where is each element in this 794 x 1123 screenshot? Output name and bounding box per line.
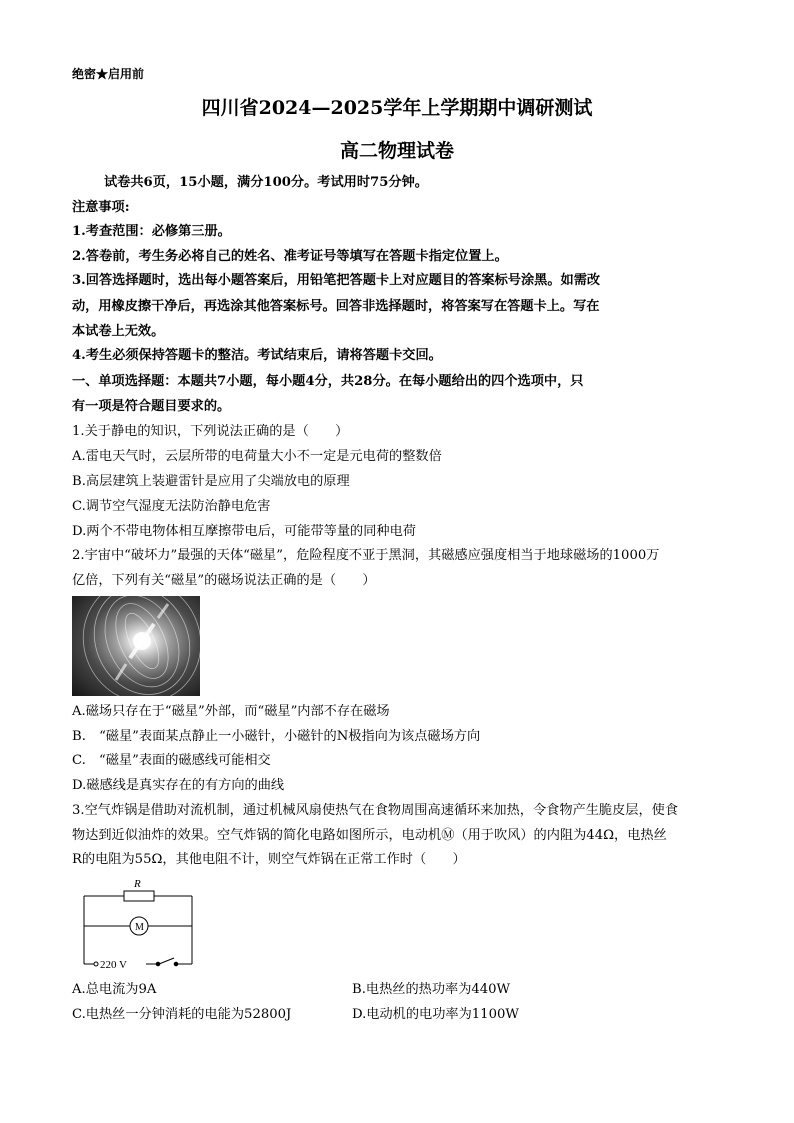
section-heading: 有一项是符合题目要求的。 bbox=[72, 399, 231, 414]
question-stem: R的电阻为55Ω，其他电阻不计，则空气炸锅在正常工作时（ ） bbox=[72, 852, 466, 867]
question-option: C.调节空气湿度无法防治静电危害 bbox=[72, 499, 271, 514]
exam-intro: 试卷共6页，15小题，满分100分。考试用时75分钟。 bbox=[104, 175, 428, 190]
question-option: C.电热丝一分钟消耗的电能为52800J bbox=[72, 1007, 292, 1022]
question-stem: 1.关于静电的知识，下列说法正确的是（ ） bbox=[72, 424, 349, 439]
notice-item: 1.考查范围：必修第三册。 bbox=[72, 224, 231, 239]
resistor-label: R bbox=[134, 878, 141, 890]
question-stem: 物达到近似油炸的效果。空气炸锅的简化电路如图所示，电动机Ⓜ（用于吹风）的内阻为44Ω，电热丝 bbox=[72, 828, 667, 843]
notice-item: 4.考生必须保持答题卡的整洁。考试结束后，请将答题卡交回。 bbox=[72, 348, 442, 363]
resistor-symbol bbox=[124, 891, 154, 901]
question-option: B.高层建筑上装避雷针是应用了尖端放电的原理 bbox=[72, 474, 350, 489]
question-stem: 3.空气炸锅是借助对流机制，通过机械风扇使热气在食物周围高速循环来加热，令食物产生脆皮层，使食 bbox=[72, 803, 679, 818]
source-label: 220 V bbox=[100, 959, 127, 971]
magnetar-field-lines-icon bbox=[72, 596, 200, 696]
circuit-diagram bbox=[82, 876, 202, 976]
question-stem: 亿倍，下列有关“磁星”的磁场说法正确的是（ ） bbox=[72, 573, 376, 588]
notice-item: 动，用橡皮擦干净后，再选涂其他答案标号。回答非选择题时，将答案写在答题卡上。写在 bbox=[72, 299, 600, 314]
exam-title: 四川省2024—2025学年上学期期中调研测试 bbox=[201, 97, 593, 119]
question-option: D.两个不带电物体相互摩擦带电后，可能带等量的同种电荷 bbox=[72, 524, 416, 539]
question-option: D.电动机的电功率为1100W bbox=[352, 1007, 519, 1022]
secret-mark: 绝密★启用前 bbox=[72, 67, 145, 81]
section-heading: 一、单项选择题：本题共7小题，每小题4分，共28分。在每小题给出的四个选项中，只 bbox=[72, 374, 584, 389]
notice-heading: 注意事项: bbox=[72, 200, 130, 215]
question-option: B.电热丝的热功率为440W bbox=[352, 982, 511, 997]
question-stem: 2.宇宙中“破坏力”最强的天体“磁星”，危险程度不亚于黑洞，其磁感应强度相当于地球磁场的1000万 bbox=[72, 548, 660, 563]
question-option: A.雷电天气时，云层所带的电荷量大小不一定是元电荷的整数倍 bbox=[72, 449, 442, 464]
magnetar-image bbox=[72, 596, 200, 696]
notice-item: 本试卷上无效。 bbox=[72, 324, 165, 339]
notice-item: 3.回答选择题时，选出每小题答案后，用铅笔把答题卡上对应题目的答案标号涂黑。如需改 bbox=[72, 273, 601, 288]
question-option: B. “磁星”表面某点静止一小磁针，小磁针的N极指向为该点磁场方向 bbox=[72, 729, 481, 744]
switch-symbol bbox=[159, 958, 174, 964]
question-option: A.磁场只存在于“磁星”外部，而“磁星”内部不存在磁场 bbox=[72, 704, 390, 719]
question-option: D.磁感线是真实存在的有方向的曲线 bbox=[72, 778, 285, 793]
notice-item: 2.答卷前，考生务必将自己的姓名、准考证号等填写在答题卡指定位置上。 bbox=[72, 249, 508, 264]
exam-subtitle: 高二物理试卷 bbox=[339, 140, 454, 162]
question-option: C. “磁星”表面的磁感线可能相交 bbox=[72, 753, 271, 768]
question-option: A.总电流为9A bbox=[72, 982, 157, 997]
motor-label: M bbox=[135, 922, 144, 933]
